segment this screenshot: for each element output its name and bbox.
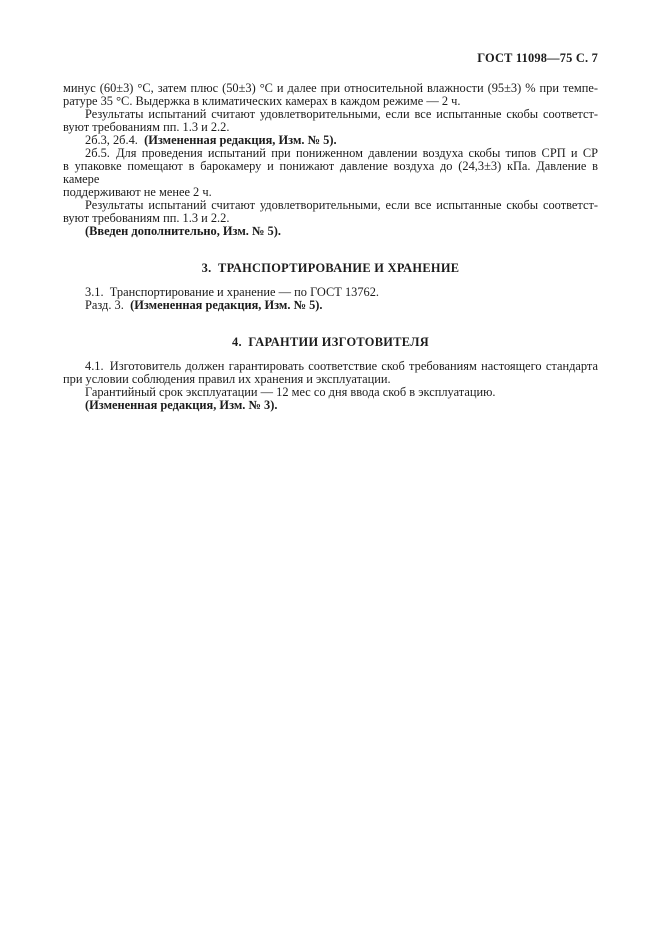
text-segment: Гарантийный срок эксплуатации — 12 мес со дня ввода скоб в эксплуатацию. <box>85 385 496 399</box>
bold-text-segment: (Измененная редакция, Изм. № 5). <box>144 133 337 147</box>
text-segment: ратуре 35 °С. Выдержка в климатических камерах в каждом режиме — 2 ч. <box>63 94 461 108</box>
text-segment: вуют требованиям пп. 1.3 и 2.2. <box>63 120 230 134</box>
text-segment: поддерживают не менее 2 ч. <box>63 185 212 199</box>
text-line <box>63 299 598 312</box>
section-3-heading: 3. ТРАНСПОРТИРОВАНИЕ И ХРАНЕНИЕ <box>201 261 460 275</box>
text-segment: вуют требованиям пп. 1.3 и 2.2. <box>63 211 230 225</box>
text-segment: Разд. 3. <box>85 298 131 312</box>
document-body <box>63 82 598 412</box>
text-segment: минус (60±3) °С, затем плюс (50±3) °С и далее при относительной влажности (95±3) % при темпе- <box>63 81 598 95</box>
text-line <box>63 399 598 412</box>
text-segment: 4.1. Изготовитель должен гарантировать соответствие скоб требованиям настоящего стандарта <box>85 359 598 373</box>
text-segment: 3.1. Транспортирование и хранение — по ГОСТ 13762. <box>85 285 380 299</box>
text-line <box>63 225 598 238</box>
text-segment: 2б.3, 2б.4. <box>85 133 145 147</box>
page-content <box>63 52 598 412</box>
page-header-gost-number: ГОСТ 11098—75 С. 7 <box>477 51 598 65</box>
text-segment: в упаковке помещают в барокамеру и понижают давление воздуха до (24,3±3) кПа. Давление в камере <box>63 159 598 186</box>
section-4-heading: 4. ГАРАНТИИ ИЗГОТОВИТЕЛЯ <box>232 335 429 349</box>
text-segment: Результаты испытаний считают удовлетворительными, если все испытанные скобы соответст- <box>85 107 598 121</box>
text-segment: 2б.5. Для проведения испытаний при пониженном давлении воздуха скобы типов СРП и СР <box>85 146 598 160</box>
text-segment: Результаты испытаний считают удовлетворительными, если все испытанные скобы соответст- <box>85 198 598 212</box>
bold-text-segment: (Измененная редакция, Изм. № 3). <box>85 398 278 412</box>
bold-text-segment: (Введен дополнительно, Изм. № 5). <box>85 224 281 238</box>
bold-text-segment: (Измененная редакция, Изм. № 5). <box>130 298 323 312</box>
text-line <box>63 160 598 186</box>
text-segment: при условии соблюдения правил их хранения и эксплуатации. <box>63 372 391 386</box>
